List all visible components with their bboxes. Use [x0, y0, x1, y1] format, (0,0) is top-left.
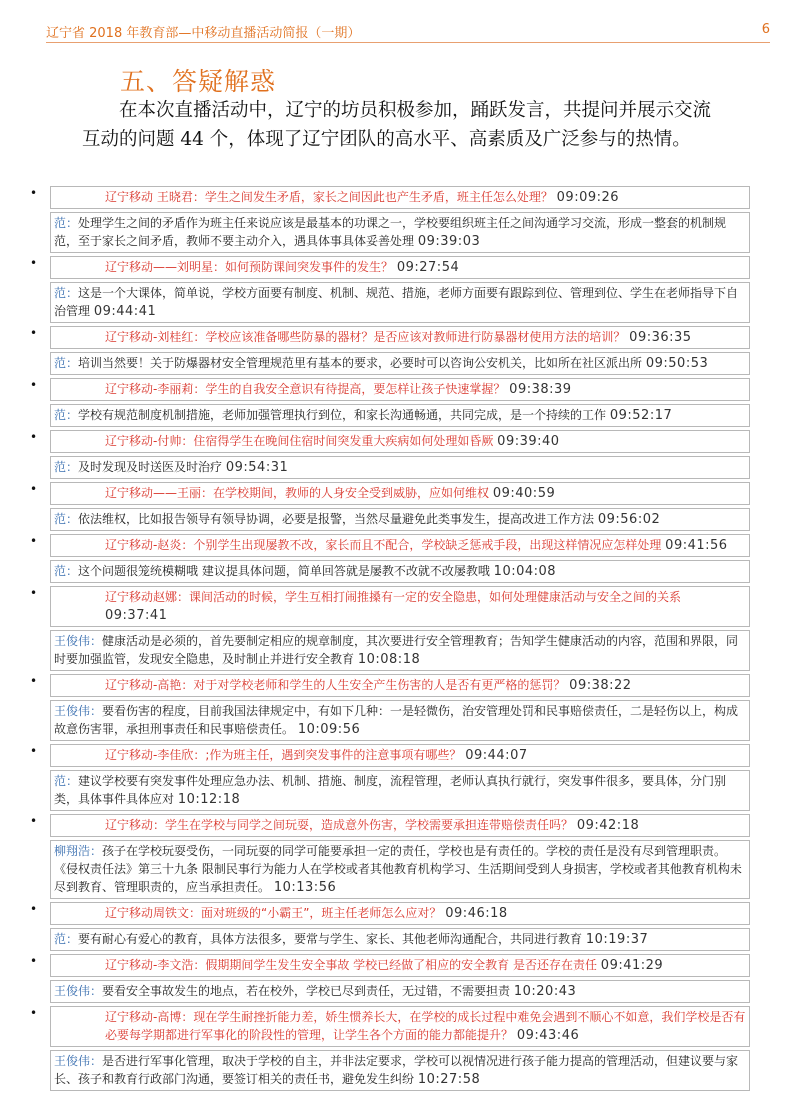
answer-row — [50, 928, 750, 951]
answer-text: 学校有规范制度机制措施，老师加强管理执行到位，和家长沟通畅通，共同完成，是一个持续的工作 — [78, 408, 607, 422]
question-time: 09:42:18 — [576, 818, 640, 833]
question-row — [50, 744, 750, 767]
answer-row — [50, 508, 750, 531]
answer-text: 依法维权，比如报告领导有领导协调，必要是报警，当然尽量避免此类事发生，提高改进工作方法 — [78, 512, 595, 526]
question-time: 09:39:40 — [497, 434, 560, 449]
answer-row — [50, 282, 750, 323]
answer-row — [50, 840, 750, 899]
page-header — [46, 20, 770, 43]
answer-time: 09:50:53 — [645, 356, 709, 371]
question-text: 辽宁移动-高艳：对于对学校老师和学生的人生安全产生伤害的人是否有更严格的惩罚？ — [105, 678, 566, 692]
answer-speaker: 王俊伟： — [54, 984, 103, 998]
qa-item — [0, 814, 800, 899]
qa-item — [0, 744, 800, 811]
answer-speaker: 范： — [54, 286, 79, 300]
qa-item — [0, 674, 800, 741]
bullet-icon: • — [30, 256, 38, 270]
question-text: 辽宁移动-李丽莉：学生的自我安全意识有待提高，要怎样让孩子快速掌握？ — [105, 382, 506, 396]
question-row — [50, 586, 750, 627]
answer-row — [50, 560, 750, 583]
question-text: 辽宁移动赵娜：课间活动的时候，学生互相打闹推搡有一定的安全隐患，如何处理健康活动与安全之间的关系 — [105, 590, 682, 604]
question-text: 辽宁移动-刘桂红：学校应该准备哪些防暴的器材？是否应该对教师进行防暴器材使用方法的培训？ — [105, 330, 626, 344]
bullet-icon: • — [30, 902, 38, 916]
qa-item — [0, 430, 800, 479]
qa-item — [0, 326, 800, 375]
question-time: 09:40:59 — [492, 486, 556, 501]
answer-time: 10:27:58 — [417, 1072, 481, 1087]
question-time: 09:43:46 — [516, 1028, 580, 1043]
question-text: 辽宁移动——刘明星：如何预防课间突发事件的发生？ — [105, 260, 394, 274]
page-number: 6 — [761, 22, 770, 37]
qa-list — [0, 186, 800, 1094]
question-text: 辽宁移动-赵炎：个别学生出现屡教不改，家长而且不配合，学校缺乏惩戒手段，出现这样情况应怎样处理 — [105, 538, 662, 552]
answer-time: 09:54:31 — [225, 460, 289, 475]
answer-text: 健康活动是必须的，首先要制定相应的规章制度，其次要进行安全管理教育；告知学生健康活动的内容，范围和界限，同时要加强监管，发现安全隐患，及时制止并进行安全教育 — [54, 634, 739, 666]
qa-item — [0, 186, 800, 253]
qa-item — [0, 586, 800, 671]
question-row — [50, 954, 750, 977]
intro-paragraph: 在本次直播活动中，辽宁的坊员积极参加，踊跃发言，共提问并展示交流互动的问题 44 个，体现了辽宁团队的高水平、高素质及广泛参与的热情。 — [82, 100, 712, 150]
answer-text: 是否进行军事化管理，取决于学校的自主，并非法定要求，学校可以视情况进行孩子能力提高的管理活动，但建议要与家长、孩子和教育行政部门沟通，要签订相关的责任书，避免发生纠纷 — [54, 1054, 739, 1086]
answer-time: 10:20:43 — [513, 984, 577, 999]
answer-speaker: 范： — [54, 512, 79, 526]
question-time: 09:38:22 — [569, 678, 632, 693]
answer-text: 要看安全事故发生的地点，若在校外，学校已尽到责任，无过错，不需要担责 — [102, 984, 511, 998]
question-time: 09:27:54 — [396, 260, 460, 275]
answer-speaker: 范： — [54, 564, 79, 578]
question-text: 辽宁移动-付帅：住宿得学生在晚间住宿时间突发重大疾病如何处理如昏厥 — [105, 434, 494, 448]
question-time: 09:41:56 — [665, 538, 728, 553]
answer-text: 这个问题很笼统模糊哦 建议提具体问题，简单回答就是屡教不改就不改屡教哦 — [78, 564, 490, 578]
bullet-icon: • — [30, 326, 38, 340]
question-time: 09:36:35 — [629, 330, 692, 345]
answer-time: 09:56:02 — [597, 512, 661, 527]
answer-speaker: 柳翔浩： — [54, 844, 103, 858]
answer-speaker: 范： — [54, 774, 79, 788]
answer-speaker: 范： — [54, 932, 79, 946]
question-text: 辽宁移动-李佳欣：;作为班主任，遇到突发事件的注意事项有哪些？ — [105, 748, 462, 762]
answer-time: 10:13:56 — [273, 880, 337, 895]
bullet-icon: • — [30, 814, 38, 828]
question-text: 辽宁移动周铁文：面对班级的“小霸王”，班主任老师怎么应对？ — [105, 906, 442, 920]
qa-item — [0, 482, 800, 531]
question-text: 辽宁移动：学生在学校与同学之间玩耍，造成意外伤害，学校需要承担连带赔偿责任吗？ — [105, 818, 574, 832]
question-row — [50, 326, 750, 349]
qa-item — [0, 902, 800, 951]
answer-row — [50, 1050, 750, 1091]
section-title: 五、答疑解惑 — [120, 67, 277, 96]
answer-speaker: 范： — [54, 460, 79, 474]
qa-item — [0, 1006, 800, 1091]
bullet-icon: • — [30, 674, 38, 688]
question-text: 辽宁移动-李文浩：假期期间学生发生安全事故 学校已经做了相应的安全教育 是否还存在责任 — [105, 958, 597, 972]
answer-row — [50, 700, 750, 741]
answer-row — [50, 212, 750, 253]
qa-item — [0, 256, 800, 323]
question-time: 09:37:41 — [105, 608, 168, 623]
question-time: 09:09:26 — [556, 190, 620, 205]
question-row — [50, 430, 750, 453]
answer-row — [50, 404, 750, 427]
answer-text: 要有耐心有爱心的教育，具体方法很多，要常与学生、家长、其他老师沟通配合，共同进行教育 — [78, 932, 583, 946]
answer-row — [50, 630, 750, 671]
bullet-icon: • — [30, 482, 38, 496]
answer-text: 要看伤害的程度，目前我国法律规定中，有如下几种：一是轻微伤，治安管理处罚和民事赔偿责任，二是轻伤以上，构成故意伤害罪，承担刑事责任和民事赔偿责任。 — [54, 704, 739, 736]
answer-row — [50, 770, 750, 811]
question-row — [50, 674, 750, 697]
answer-speaker: 范： — [54, 408, 79, 422]
question-row — [50, 482, 750, 505]
answer-time: 10:09:56 — [297, 722, 361, 737]
question-time: 09:38:39 — [509, 382, 572, 397]
question-time: 09:41:29 — [600, 958, 664, 973]
answer-text: 处理学生之间的矛盾作为班主任来说应该是最基本的功课之一，学校要组织班主任之间沟通学习交流，形成一整套的机制规范，至于家长之间矛盾，教师不要主动介入，遇具体事具体妥善处理 — [54, 216, 727, 248]
question-row — [50, 186, 750, 209]
question-row — [50, 902, 750, 925]
question-time: 09:44:07 — [465, 748, 528, 763]
bullet-icon: • — [30, 534, 38, 548]
answer-text: 孩子在学校玩耍受伤，一同玩耍的同学可能要承担一定的责任，学校也是有责任的。学校的责任是没有尽到管理职责。 《侵权责任法》第三十九条 限制民事行为能力人在学校或者其他教育机构学习、生活期间受到人身损害，学校或者其他教育机构未尽到教育、管理职责的，应当承担责任。 — [54, 844, 742, 894]
bullet-icon: • — [30, 186, 38, 200]
answer-speaker: 王俊伟： — [54, 634, 103, 648]
answer-row — [50, 456, 750, 479]
question-row — [50, 378, 750, 401]
answer-speaker: 王俊伟： — [54, 704, 103, 718]
question-row — [50, 814, 750, 837]
answer-text: 培训当然要！关于防爆器材安全管理规范里有基本的要求，必要时可以咨询公安机关，比如所在社区派出所 — [78, 356, 643, 370]
answer-text: 这是一个大课体，简单说，学校方面要有制度、机制、规范、措施，老师方面要有跟踪到位、管理到位、学生在老师指导下自治管理 — [54, 286, 739, 318]
question-time: 09:46:18 — [445, 906, 508, 921]
question-text: 辽宁移动 王晓君：学生之间发生矛盾，家长之间因此也产生矛盾，班主任怎么处理？ — [105, 190, 553, 204]
answer-time: 10:19:37 — [585, 932, 649, 947]
bullet-icon: • — [30, 954, 38, 968]
bullet-icon: • — [30, 1006, 38, 1020]
answer-row — [50, 980, 750, 1003]
answer-speaker: 范： — [54, 356, 79, 370]
answer-time: 10:04:08 — [493, 564, 557, 579]
header-title: 辽宁省 2018 年教育部—中移动直播活动简报（一期） — [46, 26, 361, 41]
answer-time: 10:08:18 — [357, 652, 421, 667]
answer-text: 及时发现及时送医及时治疗 — [78, 460, 223, 474]
qa-item — [0, 534, 800, 583]
answer-row — [50, 352, 750, 375]
answer-speaker: 范： — [54, 216, 79, 230]
question-text: 辽宁移动-高博：现在学生耐挫折能力差，娇生惯养长大，在学校的成长过程中难免会遇到不顺心不如意，我们学校是否有必要每学期都进行军事化的阶段性的管理，让学生各个方面的能力都能提升？ — [105, 1010, 746, 1042]
bullet-icon: • — [30, 586, 38, 600]
answer-text: 建议学校要有突发事件处理应急办法、机制、措施、制度，流程管理，老师认真执行就行，突发事件很多，要具体，分门别类，具体事件具体应对 — [54, 774, 727, 806]
answer-time: 09:52:17 — [609, 408, 673, 423]
bullet-icon: • — [30, 430, 38, 444]
question-row — [50, 534, 750, 557]
qa-item — [0, 378, 800, 427]
answer-time: 09:44:41 — [93, 304, 157, 319]
question-row — [50, 256, 750, 279]
bullet-icon: • — [30, 378, 38, 392]
qa-item — [0, 954, 800, 1003]
question-row — [50, 1006, 750, 1047]
question-text: 辽宁移动——王丽：在学校期间，教师的人身安全受到威胁，应如何维权 — [105, 486, 490, 500]
answer-time: 10:12:18 — [177, 792, 241, 807]
answer-speaker: 王俊伟： — [54, 1054, 103, 1068]
answer-time: 09:39:03 — [417, 234, 481, 249]
bullet-icon: • — [30, 744, 38, 758]
